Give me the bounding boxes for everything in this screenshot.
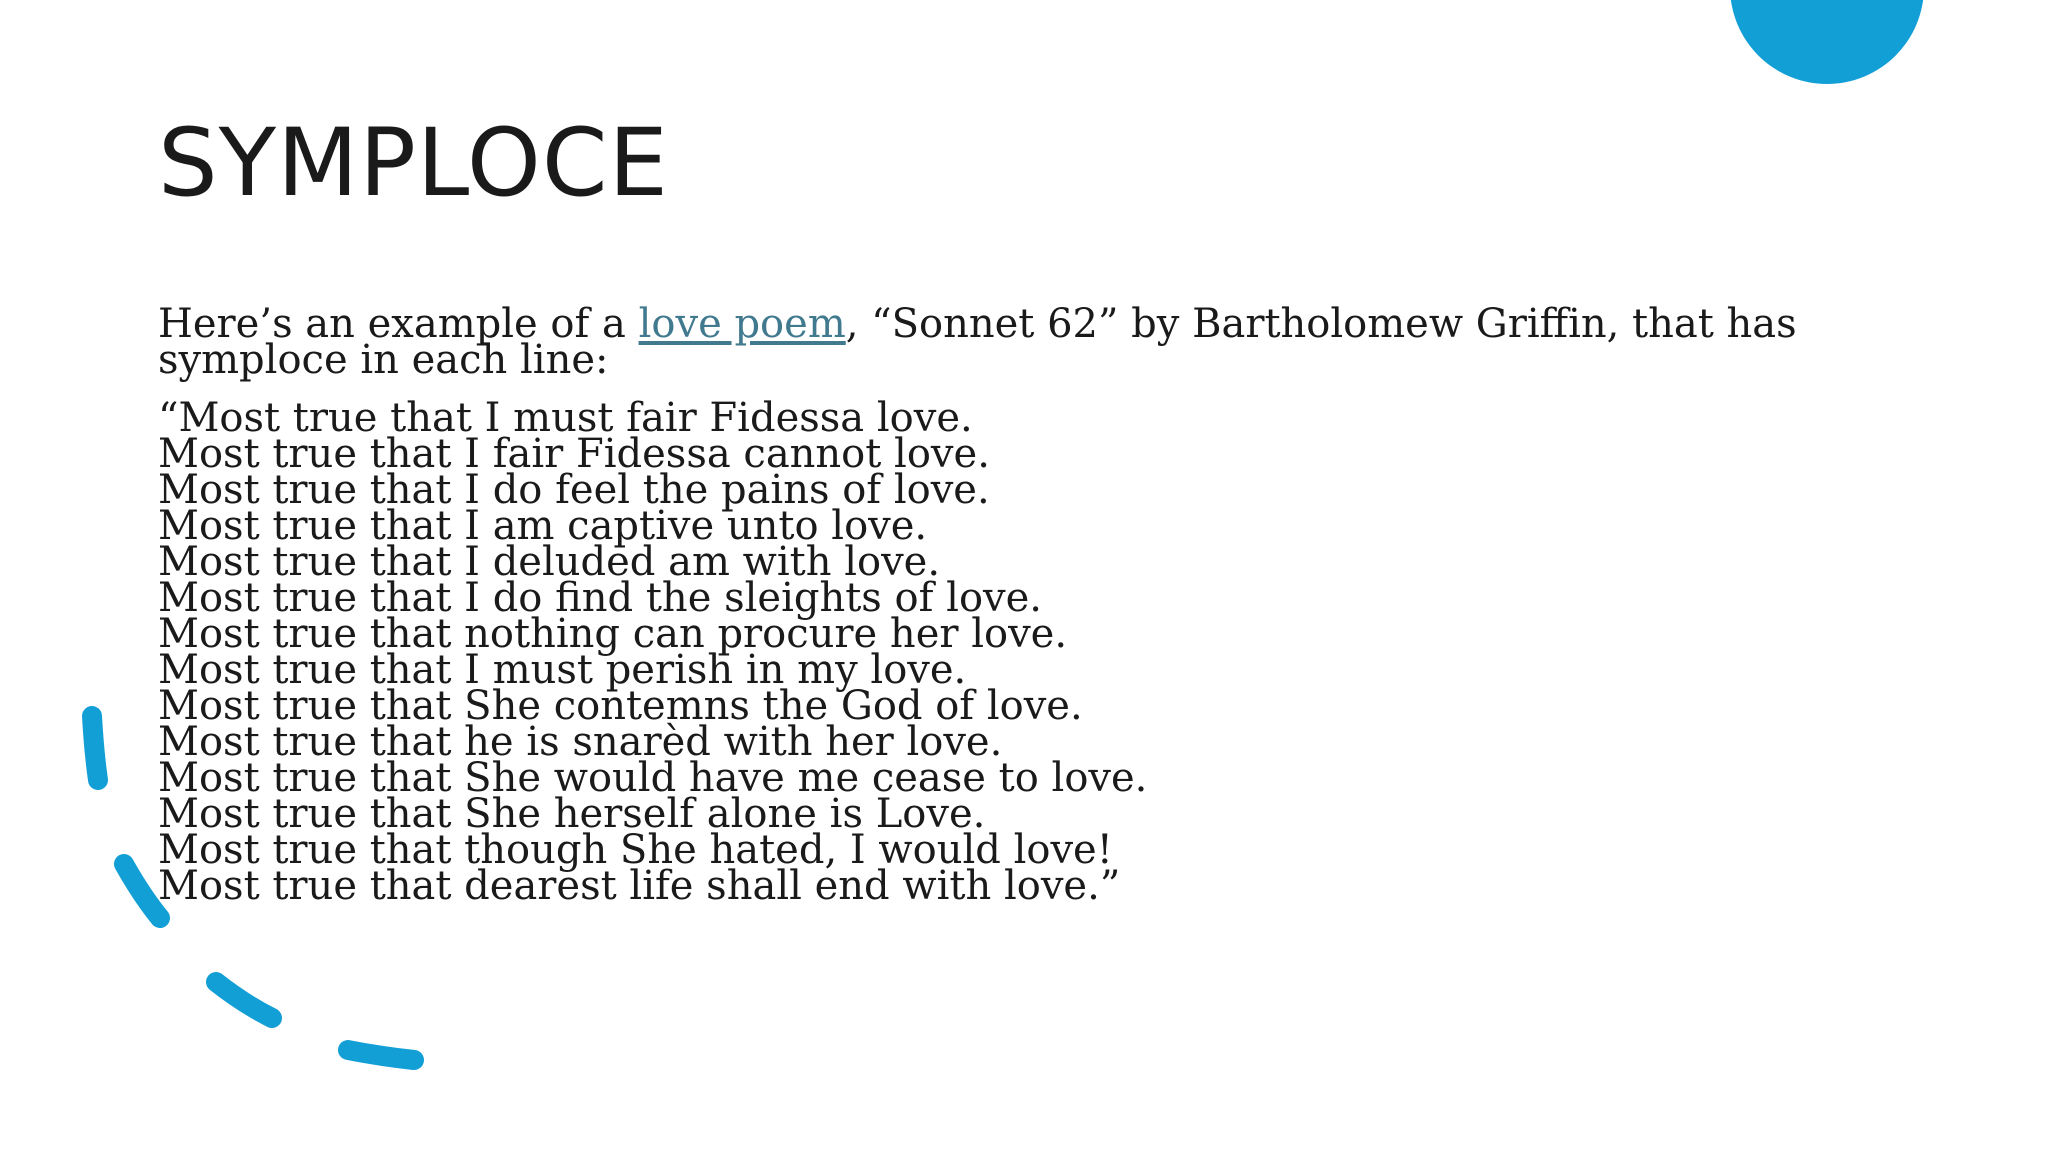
poem-line: Most true that I deluded am with love. [158,539,941,585]
intro-paragraph [158,301,1878,383]
arc-dash [348,1050,414,1060]
poem-line: Most true that I fair Fidessa cannot love. [158,431,990,477]
intro-text-after: , “Sonnet 62” by Bartholomew Griffin, that has symploce in each line: [158,301,1797,383]
poem-line: Most true that I must perish in my love. [158,647,967,693]
slide-title: SYMPLOCE [158,109,669,218]
poem-line: Most true that I do feel the pains of love. [158,467,990,513]
decorative-circle [1730,0,1924,84]
poem-line: Most true that She herself alone is Love. [158,791,986,837]
poem-line: Most true that dearest life shall end with love.” [158,863,1121,909]
intro-text-before: Here’s an example of a [158,301,639,347]
poem-line: Most true that he is snarèd with her love. [158,719,1003,765]
poem-line: “Most true that I must fair Fidessa love. [158,395,973,441]
arc-dash [216,982,272,1018]
love-poem-link[interactable]: love poem [638,301,846,347]
poem-line: Most true that I do find the sleights of love. [158,575,1043,621]
poem-lines [158,395,1878,909]
arc-dash [124,864,160,918]
poem-line: Most true that She would have me cease to love. [158,755,1148,801]
poem-line: Most true that I am captive unto love. [158,503,928,549]
slide-body [158,301,1878,909]
poem-line: Most true that nothing can procure her love. [158,611,1068,657]
poem-line: Most true that She contemns the God of love. [158,683,1083,729]
poem-line: Most true that though She hated, I would love! [158,827,1113,873]
arc-dash [92,716,98,780]
